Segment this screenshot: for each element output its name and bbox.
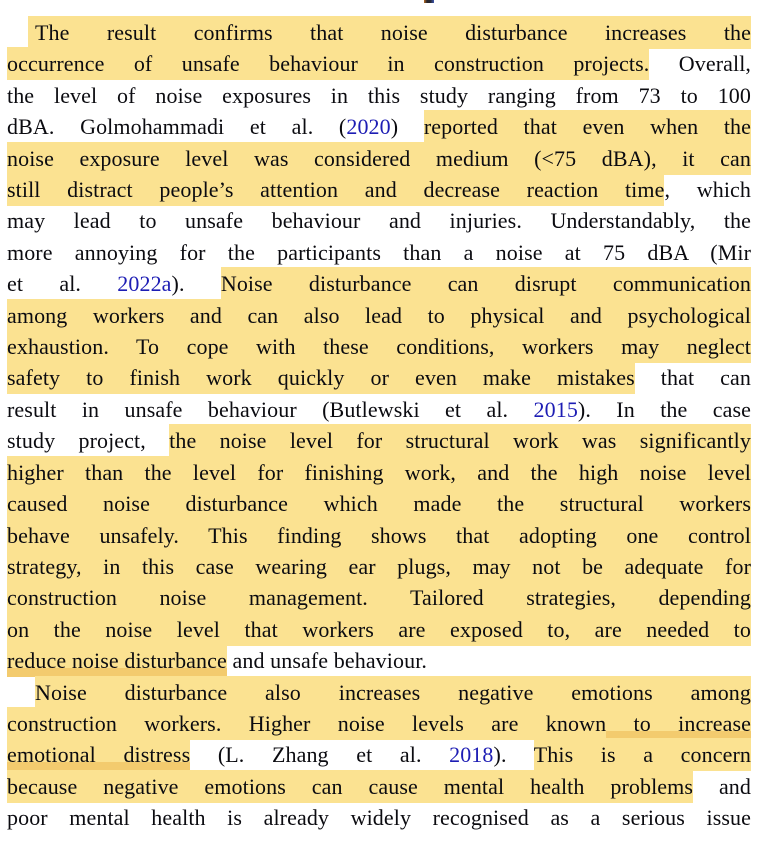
text-line xyxy=(7,111,751,142)
highlighted-text: The result confirms that noise disturbance increases the xyxy=(28,16,751,49)
highlighted-text-overlap: emotional distress xyxy=(7,738,190,771)
highlighted-text: occurrence of unsafe behaviour in construction projects. xyxy=(7,47,649,80)
text-line xyxy=(7,739,751,770)
citation-link[interactable]: 2015 xyxy=(533,396,578,422)
body-text: and unsafe behaviour. xyxy=(226,648,428,674)
text-line xyxy=(7,17,751,48)
text-line xyxy=(7,677,751,708)
body-text: ) xyxy=(390,114,424,140)
body-text: (L. Zhang et al. xyxy=(190,742,450,768)
body-text: that can xyxy=(634,365,752,391)
body-text: and xyxy=(693,773,752,799)
highlighted-text: exhaustion. To cope with these conditions, workers may neglect xyxy=(7,330,751,363)
body-text: ). In the case xyxy=(577,396,751,422)
highlighted-text: caused noise disturbance which made the structural workers xyxy=(7,487,751,520)
highlighted-text: higher than the level for finishing work, and the high noise level xyxy=(7,456,751,489)
body-text: et al. xyxy=(7,271,118,297)
text-line xyxy=(7,708,751,739)
highlighted-text: the noise level for structural work was significantly xyxy=(169,424,751,457)
highlighted-text: Noise disturbance also increases negative emotions among xyxy=(35,676,751,709)
highlighted-text: safety to finish work quickly or even make mistakes xyxy=(7,361,635,394)
highlighted-text-overlap: to increase xyxy=(606,707,751,740)
text-line xyxy=(7,520,751,551)
text-line xyxy=(7,614,751,645)
body-text: study project, xyxy=(7,428,170,454)
text-line xyxy=(7,488,751,519)
text-line xyxy=(7,80,751,111)
highlighted-text: reported that even when the xyxy=(424,110,751,143)
article-text-column xyxy=(7,17,751,834)
highlighted-text: behave unsafely. This finding shows that adopting one control xyxy=(7,519,751,552)
highlighted-text: on the noise level that workers are exposed to, are needed to xyxy=(7,613,751,646)
body-text: dBA. Golmohammadi et al. ( xyxy=(7,114,347,140)
text-line xyxy=(7,582,751,613)
body-text: result in unsafe behaviour (Butlewski et al. xyxy=(7,396,534,422)
body-text: may lead to unsafe behaviour and injuries. Understandably, the xyxy=(7,208,751,234)
body-text: ). xyxy=(171,271,221,297)
highlighted-text: construction noise management. Tailored strategies, depending xyxy=(7,581,751,614)
text-line xyxy=(7,362,751,393)
body-text: ). xyxy=(493,742,534,768)
citation-link[interactable]: 2018 xyxy=(449,742,494,768)
text-line xyxy=(7,48,751,79)
highlighted-text: among workers and can also lead to physical and psychological xyxy=(7,299,751,332)
text-line xyxy=(7,143,751,174)
highlighted-text: This is a concern xyxy=(534,738,751,771)
highlighted-text: construction workers. Higher noise levels are known xyxy=(7,707,606,740)
body-text: Overall, xyxy=(649,51,752,77)
citation-link[interactable]: 2022a xyxy=(117,271,172,297)
text-line xyxy=(7,237,751,268)
highlighted-text: still distract people’s attention and decrease reaction time xyxy=(7,173,664,206)
text-line xyxy=(7,205,751,236)
text-line xyxy=(7,300,751,331)
body-text: poor mental health is already widely recognised as a serious issue xyxy=(7,805,751,831)
text-line xyxy=(7,174,751,205)
text-line xyxy=(7,394,751,425)
cropped-header-glyph-fragment xyxy=(424,0,434,3)
highlighted-text: strategy, in this case wearing ear plugs, may not be adequate for xyxy=(7,550,751,583)
highlighted-text-overlap: reduce noise disturbance xyxy=(7,644,227,677)
text-line xyxy=(7,645,751,676)
text-line xyxy=(7,425,751,456)
body-text: more annoying for the participants than a noise at 75 dBA (Mir xyxy=(7,239,751,265)
highlighted-text: Noise disturbance can disrupt communication xyxy=(221,267,751,300)
text-line xyxy=(7,771,751,802)
highlighted-text: because negative emotions can cause mental health problems xyxy=(7,770,693,803)
text-line xyxy=(7,457,751,488)
citation-link[interactable]: 2020 xyxy=(346,114,391,140)
text-line xyxy=(7,331,751,362)
highlighted-text: noise exposure level was considered medium (<75 dBA), it can xyxy=(7,142,751,175)
text-line xyxy=(7,268,751,299)
body-text: the level of noise exposures in this study ranging from 73 to 100 xyxy=(7,82,751,108)
text-line xyxy=(7,802,751,833)
body-text: , which xyxy=(664,177,752,203)
text-line xyxy=(7,551,751,582)
